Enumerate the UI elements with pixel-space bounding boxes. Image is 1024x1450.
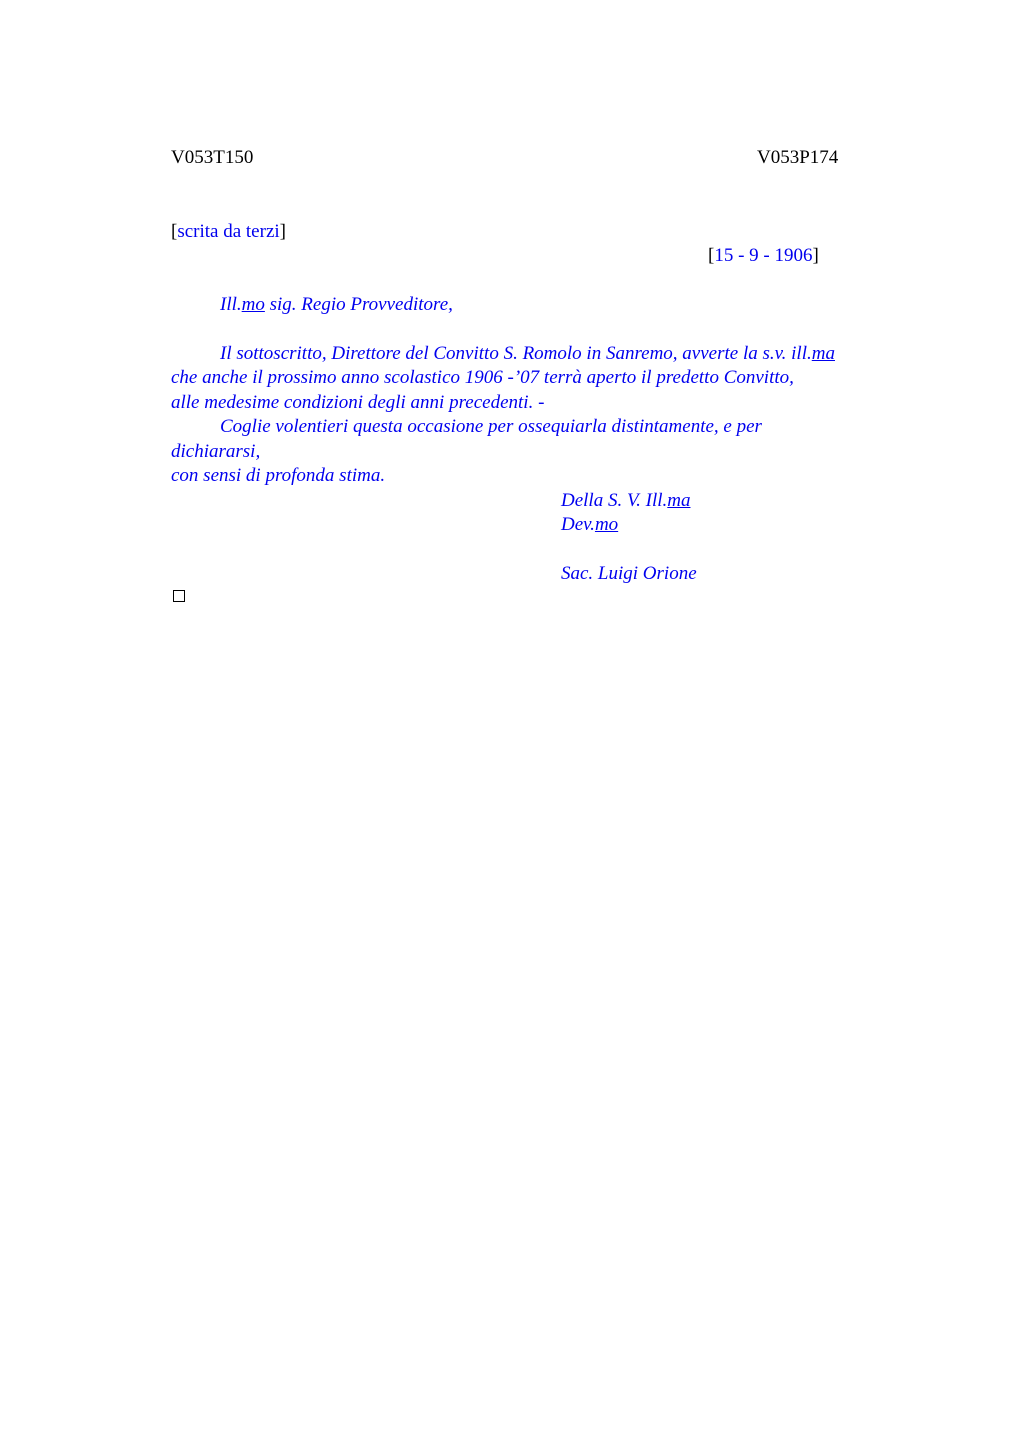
letter-date [708, 244, 819, 268]
bracket-close: ] [812, 245, 819, 266]
body-line-2: che anche il prossimo anno scolastico 1906 -’07 terrà aperto il predetto Convitto, [171, 367, 794, 388]
date-text: 15 - 9 - 1906 [714, 245, 813, 266]
closing-2-text: Dev. [561, 514, 595, 535]
bracket-open: [ [171, 221, 178, 242]
body-line-5: dichiararsi, [171, 441, 261, 462]
closing-2-abbr: mo [594, 514, 619, 535]
body-line-6: con sensi di profonda stima. [171, 465, 386, 486]
body-line-4: Coglie volentieri questa occasione per ossequiarla distintamente, e per [220, 416, 762, 437]
salutation-post: sig. Regio Provveditore, [264, 294, 453, 315]
bracket-close: ] [279, 221, 286, 242]
closing-line-2 [561, 513, 618, 537]
salutation-pre: Ill. [220, 294, 242, 315]
body-line-1-text: Il sottoscritto, Direttore del Convitto S. Romolo in Sanremo, avverte la s.v. ill. [220, 343, 812, 364]
scribe-note-text: scrita da terzi [177, 221, 280, 242]
document-code-left: V053T150 [171, 147, 254, 168]
bracket-open: [ [708, 245, 715, 266]
body-line-3: alle medesime condizioni degli anni precedenti. - [171, 392, 545, 413]
salutation [220, 293, 453, 317]
salutation-abbr: mo [241, 294, 265, 315]
body-line-1-abbr: ma [811, 343, 835, 364]
closing-1-abbr: ma [667, 490, 691, 511]
closing-line-1 [561, 489, 691, 513]
body-line-1 [220, 342, 835, 366]
signature: Sac. Luigi Orione [561, 563, 697, 584]
document-code-right: V053P174 [757, 147, 839, 168]
closing-1-text: Della S. V. Ill. [561, 490, 668, 511]
end-of-document-box-icon [173, 590, 185, 602]
scribe-note [171, 220, 286, 244]
